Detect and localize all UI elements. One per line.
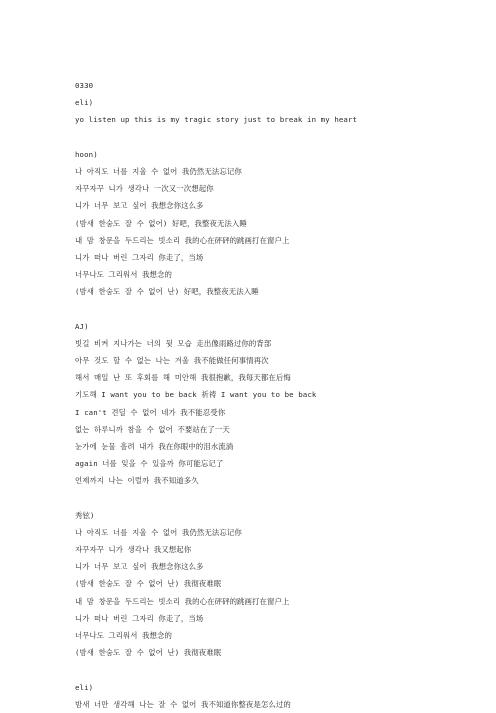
lyrics-section	[75, 146, 485, 301]
lyric-line: 밤새 너만 생각해 나는 잘 수 없어 我不知道你整夜是怎么过的	[75, 699, 291, 709]
document-id: 0330	[75, 81, 94, 90]
section-spacer	[75, 661, 485, 678]
lyrics-sections	[75, 94, 485, 713]
lyric-line: 니가 너무 보고 싶어 我想念你这么多	[75, 201, 204, 211]
lyric-line: yo listen up this is my tragic story just to break in my heart	[75, 115, 358, 125]
lyric-line: 내 맘 창문을 두드리는 빗소리 我的心在砰砰的跳画打在窗户上	[75, 235, 290, 245]
lyric-line: (밤새 한숨도 잘 수 없어) 好吧，我整夜无法入睡	[75, 218, 247, 228]
lyric-line: 나 아직도 너를 지울 수 없어 我仍然无法忘记你	[75, 166, 242, 176]
section-spacer	[75, 129, 485, 146]
lyric-line: I can't 견딜 수 없어 네가 我不能忍受你	[75, 407, 226, 417]
lyric-line: 너무나도 그리워서 我想念的	[75, 631, 172, 640]
lyric-line: 니가 너무 보고 싶어 我想念你这么多	[75, 562, 204, 572]
lyric-line: 니가 떠나 버린 그자리 你走了，当场	[75, 613, 204, 623]
section-spacer	[75, 490, 485, 507]
lyrics-section	[75, 94, 485, 128]
singer-label: AJ)	[75, 321, 89, 331]
lyric-line: (밤새 한숨도 잘 수 없어 난) 我彻夜难眠	[75, 648, 222, 658]
lyric-line: 내 맘 창문을 두드리는 빗소리 我的心在砰砰的跳画打在窗户上	[75, 596, 290, 606]
lyric-line: 아무 것도 할 수 없는 나는 겨울 我不能做任何事情再次	[75, 356, 269, 365]
lyrics-document	[75, 77, 485, 713]
lyrics-section	[75, 318, 485, 490]
singer-label: eli)	[75, 98, 94, 108]
lyrics-section	[75, 507, 485, 662]
lyric-line: 나 아직도 너를 지울 수 없어 我仍然无法忘记你	[75, 527, 242, 537]
lyric-line: 너무나도 그리워서 我想念的	[75, 270, 172, 280]
lyric-line: 없는 하루니까 참을 수 없어 不要站在了一天	[75, 424, 230, 434]
lyric-line: 기도해 I want you to be back 祈祷 I want you to be back	[75, 390, 317, 400]
lyric-line: 언제까지 나는 이럴까 我不知道多久	[75, 476, 199, 486]
lyrics-section	[75, 679, 485, 713]
singer-label: 秀铉)	[75, 510, 95, 520]
section-spacer	[75, 300, 485, 317]
lyric-line: again 너를 잊을 수 있을까 你可能忘记了	[75, 459, 224, 469]
lyric-line: (밤새 한숨도 잘 수 없어 난) 我彻夜难眠	[75, 579, 222, 589]
lyric-line: 자꾸자꾸 니가 생각나 我又想起你	[75, 545, 192, 555]
lyric-line: 니가 떠나 버린 그자리 你走了，当场	[75, 252, 204, 262]
lyric-line: 빗길 비켜 지나가는 너의 뒷 모습 走出像雨路过你的背部	[75, 338, 272, 348]
singer-label: eli)	[75, 682, 94, 692]
lyric-line: 해서 매일 난 또 후회를 해 미안해 我很抱歉，我每天都在后悔	[75, 373, 291, 383]
lyric-line: 자꾸자꾸 니가 생각나 一次又一次想起你	[75, 184, 214, 194]
singer-label: hoon)	[75, 149, 98, 159]
lyric-line: (밤새 한숨도 잘 수 없어 난) 好吧，我整夜无法入睡	[75, 287, 259, 297]
lyric-line: 눈가에 눈물 흘려 내가 我在你眼中的泪水流淌	[75, 441, 234, 451]
